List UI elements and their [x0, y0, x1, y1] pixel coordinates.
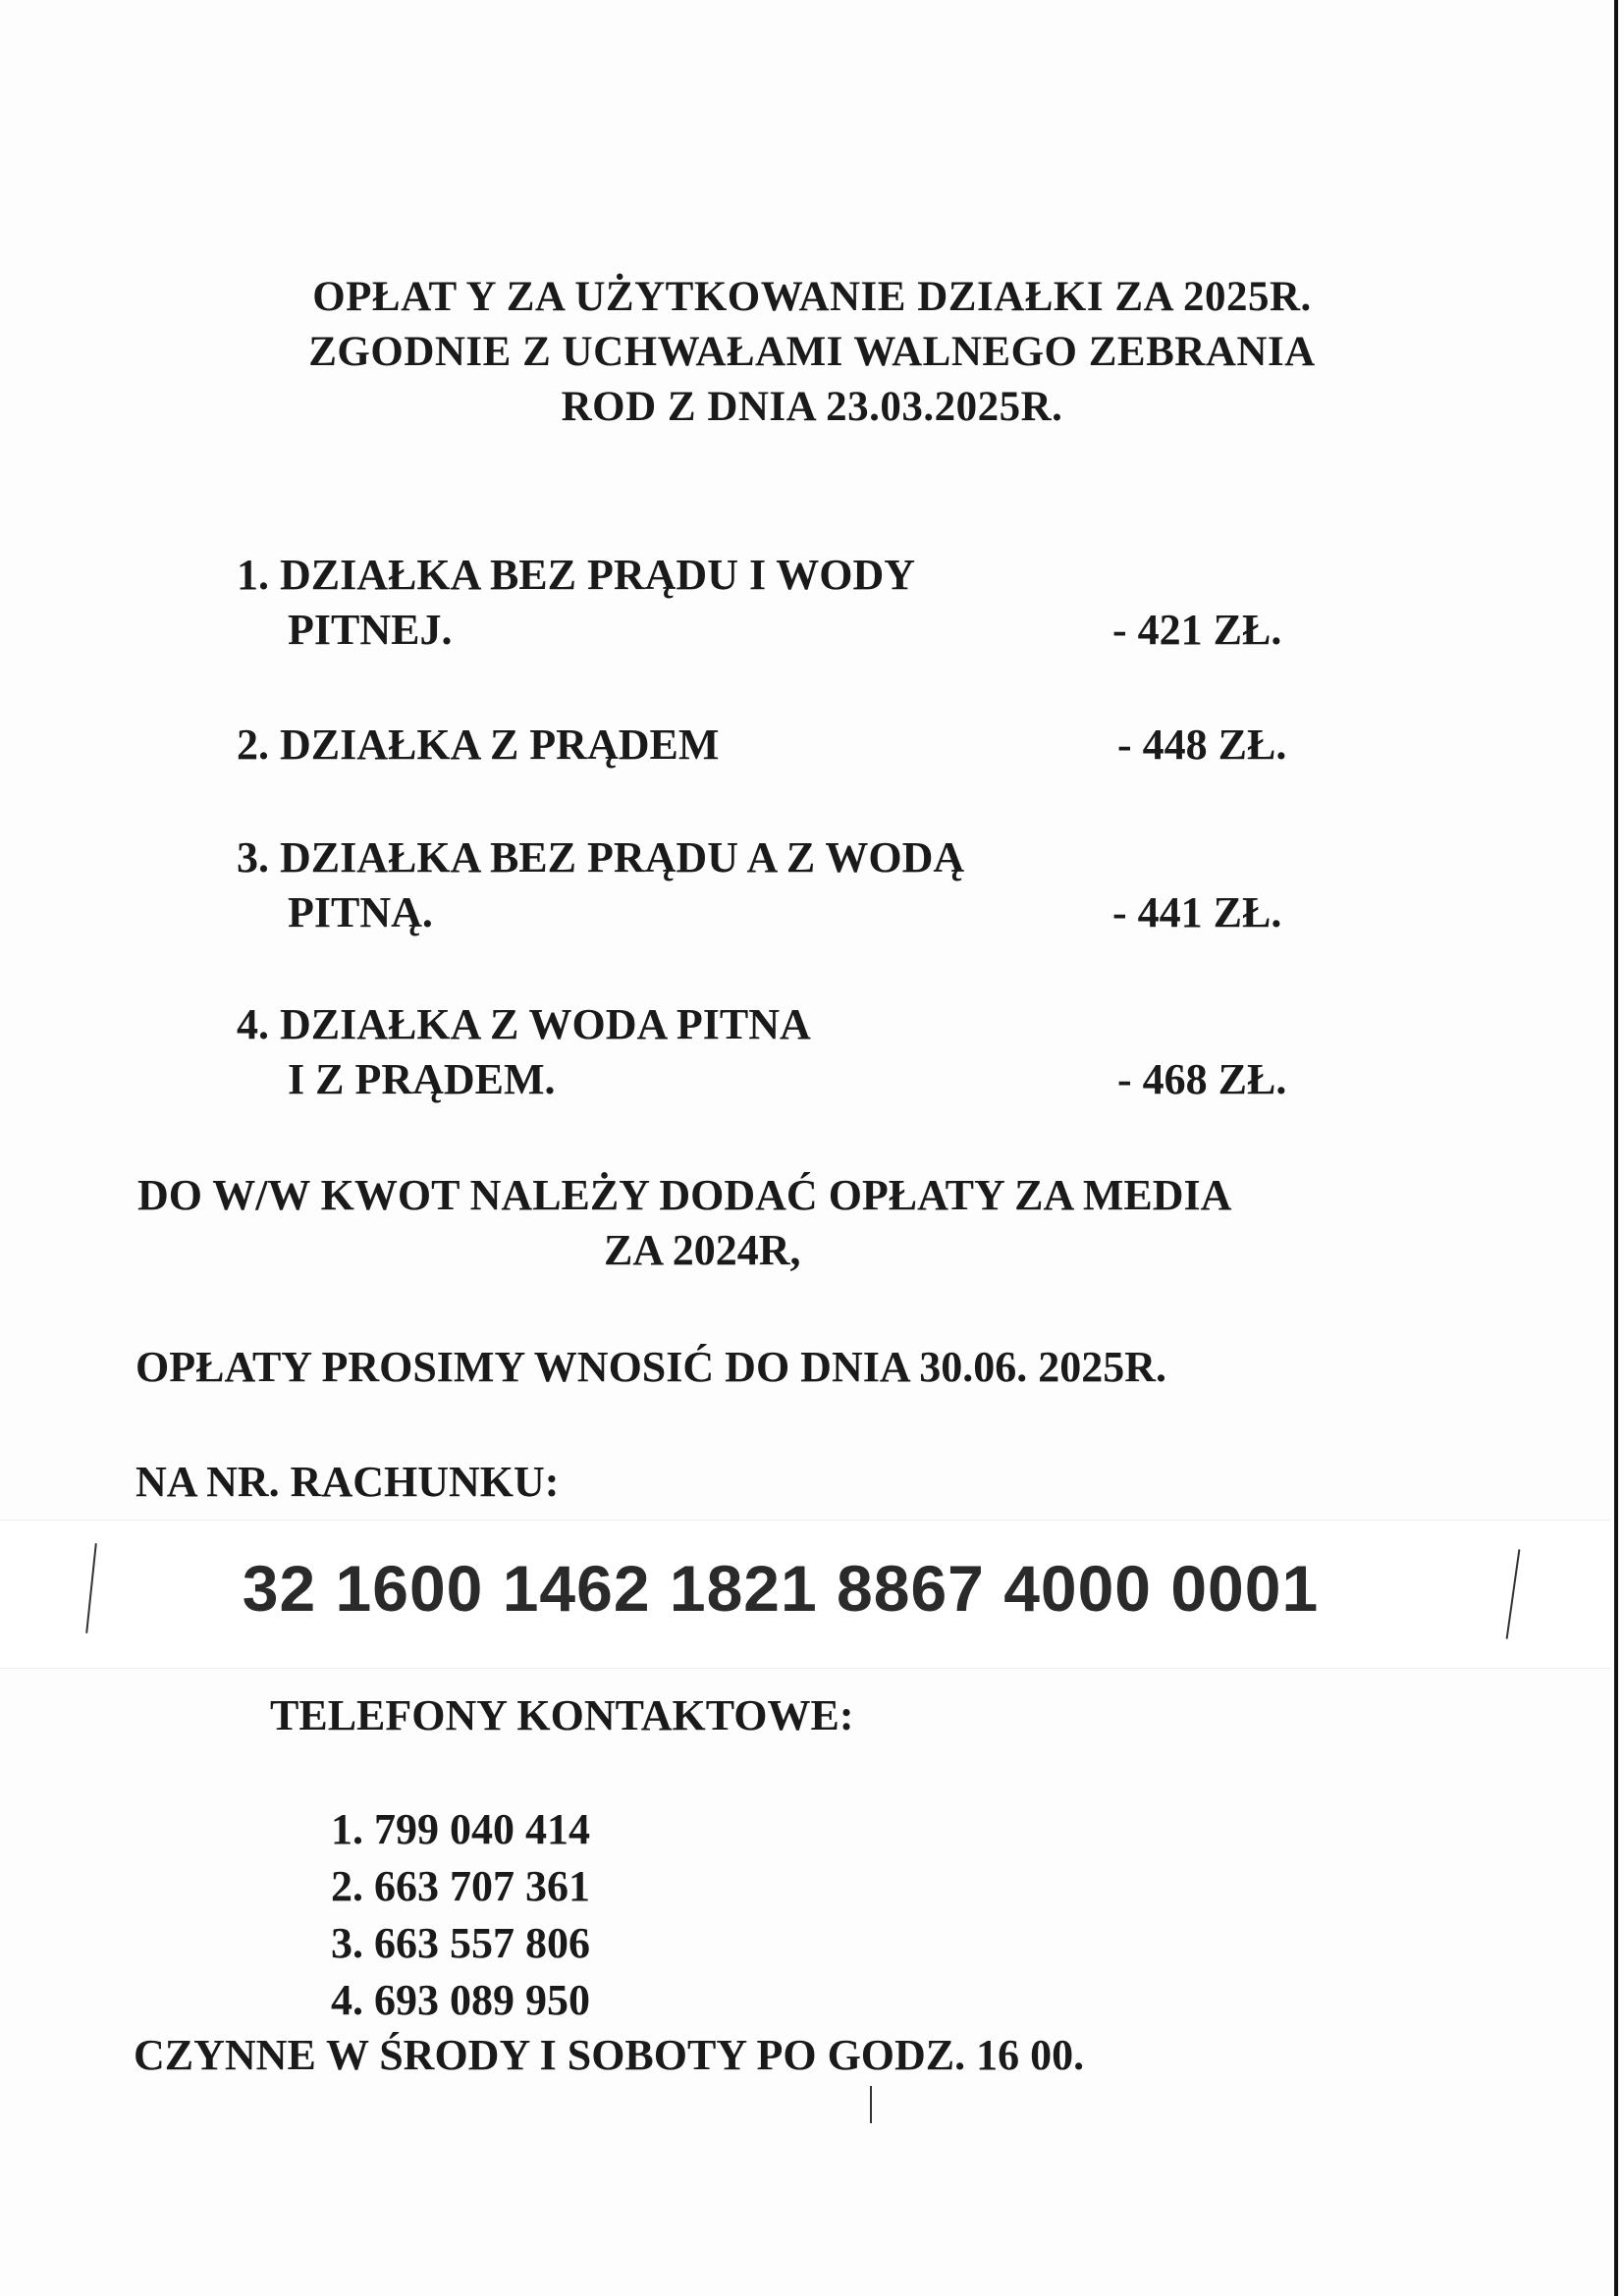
- office-hours: CZYNNE W ŚRODY I SOBOTY PO GODZ. 16 00.: [134, 2031, 1085, 2079]
- fee-2-price: - 448 ZŁ.: [1117, 721, 1287, 769]
- fee-1-price: - 421 ZŁ.: [1112, 606, 1282, 654]
- fee-2-line-1: 2. DZIAŁKA Z PRĄDEM: [237, 721, 720, 769]
- phone-1: 1. 799 040 414: [331, 1805, 590, 1853]
- phone-2: 2. 663 707 361: [331, 1862, 590, 1910]
- fee-3-line-1: 3. DZIAŁKA BEZ PRĄDU A Z WODĄ: [237, 833, 965, 881]
- fee-3-price: - 441 ZŁ.: [1112, 888, 1282, 936]
- media-note-line-1: DO W/W KWOT NALEŻY DODAĆ OPŁATY ZA MEDIA: [137, 1171, 1232, 1219]
- media-note-line-2: ZA 2024R,: [604, 1226, 801, 1274]
- header-line-3: ROD Z DNIA 23.03.2025R.: [561, 384, 1063, 430]
- fee-4-line-1: 4. DZIAŁKA Z WODA PITNA: [237, 1000, 811, 1048]
- fee-4-line-2: I Z PRĄDEM.: [288, 1055, 556, 1103]
- account-label: NA NR. RACHUNKU:: [135, 1458, 560, 1506]
- header-line-1: OPŁAT Y ZA UŻYTKOWANIE DZIAŁKI ZA 2025R.: [312, 274, 1312, 320]
- account-number: 32 1600 1462 1821 8867 4000 0001: [242, 1552, 1320, 1625]
- fee-1-line-2: PITNEJ.: [288, 606, 453, 654]
- fee-1-line-1: 1. DZIAŁKA BEZ PRĄDU I WODY: [237, 551, 916, 599]
- fee-3-line-2: PITNĄ.: [288, 888, 433, 936]
- phone-4: 4. 693 089 950: [331, 1976, 590, 2024]
- phone-3: 3. 663 557 806: [331, 1919, 590, 1967]
- scan-mark-bottom: [870, 2086, 872, 2123]
- header-line-2: ZGODNIE Z UCHWAŁAMI WALNEGO ZEBRANIA: [308, 329, 1316, 375]
- fee-4-price: - 468 ZŁ.: [1117, 1055, 1287, 1103]
- contacts-heading: TELEFONY KONTAKTOWE:: [270, 1691, 854, 1739]
- payment-deadline: OPŁATY PROSIMY WNOSIĆ DO DNIA 30.06. 2025R.: [135, 1343, 1166, 1391]
